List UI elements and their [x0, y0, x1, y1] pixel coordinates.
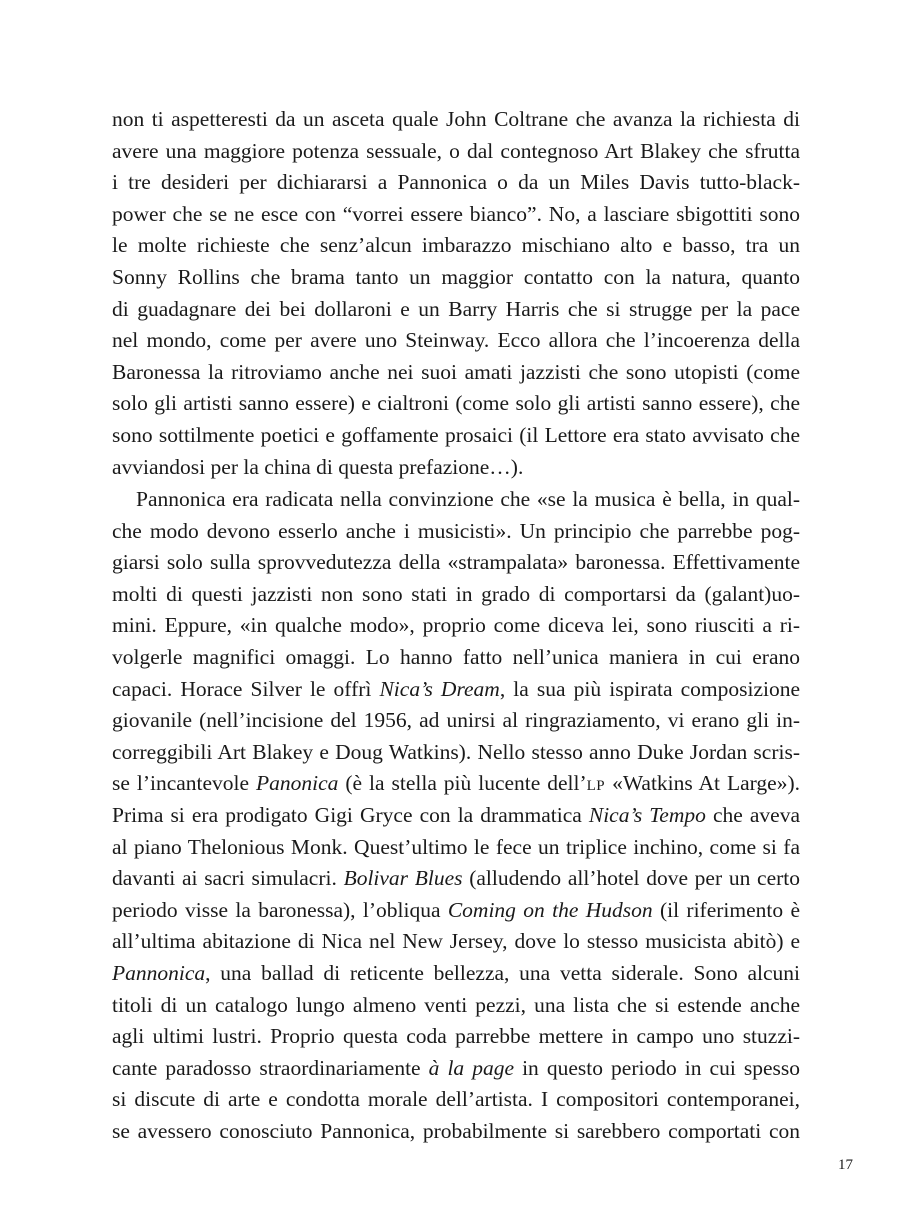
text-segment: se l’incantevole [112, 771, 257, 796]
foreign-phrase: à la page [428, 1055, 515, 1080]
composition-title: Pannonica [112, 960, 206, 985]
text-line: Pannonica era radicata nella convinzione che «se la musica è bella, in qual- [136, 487, 800, 511]
text-line: le molte richieste che senz’alcun imbarazzo mischiano alto e basso, tra un [112, 233, 800, 258]
page-number: 17 [838, 1157, 853, 1173]
text-segment: periodo visse la baronessa), l’obliqua [112, 897, 448, 922]
text-line: all’ultima abitazione di Nica nel New Jersey, dove lo stesso musicista abitò) e [112, 929, 800, 954]
text-line [112, 895, 800, 927]
composition-title: Bolivar Blues [343, 866, 463, 891]
text-segment: (alludendo all’hotel dove per un certo [462, 866, 800, 891]
text-line: avviandosi per la china di questa prefazione…). [112, 454, 524, 479]
text-segment: cante paradosso straordinariamente [112, 1055, 429, 1080]
composition-title: Panonica [256, 771, 339, 796]
text-line: avere una maggiore potenza sessuale, o dal contegnoso Art Blakey che sfrutta [112, 138, 800, 163]
text-segment: (è la stella più lucente dell’ [338, 771, 587, 796]
text-line [112, 800, 800, 832]
composition-title: Coming on the Hudson [447, 897, 653, 922]
text-segment: che aveva [705, 802, 800, 827]
text-line [112, 674, 800, 706]
text-line: Sonny Rollins che brama tanto un maggior contatto con la natura, quanto [112, 264, 800, 289]
text-line [112, 768, 800, 800]
text-line: si discute di arte e condotta morale dell’artista. I compositori contemporanei, [112, 1087, 800, 1112]
text-segment: , una ballad di reticente bellezza, una vetta siderale. Sono alcuni [205, 960, 800, 985]
text-line: sono sottilmente poetici e goffamente prosaici (il Lettore era stato avvisato che [112, 422, 800, 447]
text-line: Baronessa la ritroviamo anche nei suoi amati jazzisti che sono utopisti (come [112, 359, 800, 384]
text-line: solo gli artisti sanno essere) e cialtroni (come solo gli artisti sanno essere), che [112, 391, 800, 416]
text-line: che modo devono esserlo anche i musicisti». Un principio che parrebbe pog- [112, 518, 800, 543]
text-line: non ti aspetteresti da un asceta quale John Coltrane che avanza la richiesta di [112, 107, 800, 131]
text-segment: «Watkins At Large»). [605, 771, 801, 796]
text-line [112, 863, 800, 895]
smallcaps-abbreviation: lp [586, 771, 606, 796]
text-line: titoli di un catalogo lungo almeno venti pezzi, una lista che si estende anche [112, 992, 800, 1017]
text-line [112, 1053, 800, 1085]
composition-title: Nica’s Tempo [588, 802, 706, 827]
text-line: i tre desideri per dichiararsi a Pannonica o da un Miles Davis tutto-black- [112, 170, 800, 195]
text-line: nel mondo, come per avere uno Steinway. Ecco allora che l’incoerenza della [112, 328, 800, 353]
text-segment: (il riferimento è [652, 897, 801, 922]
text-segment: , la sua più ispirata composizione [499, 676, 800, 701]
text-line: al piano Thelonious Monk. Quest’ultimo le fece un triplice inchino, come si fa [112, 834, 800, 859]
text-line: power che se ne esce con “vorrei essere bianco”. No, a lasciare sbigottiti sono [112, 201, 800, 226]
text-line: volgerle magnifici omaggi. Lo hanno fatto nell’unica maniera in cui erano [112, 644, 800, 669]
paragraph-continuation [112, 104, 800, 483]
text-line: correggibili Art Blakey e Doug Watkins). Nello stesso anno Duke Jordan scris- [112, 739, 800, 764]
text-line: se avessero conosciuto Pannonica, probabilmente si sarebbero comportati con [112, 1118, 800, 1143]
text-segment: davanti ai sacri simulacri. [112, 866, 344, 891]
text-line: giarsi solo sulla sprovvedutezza della «strampalata» baronessa. Effettivamente [112, 550, 800, 575]
paragraph-pannonica [112, 484, 800, 1147]
text-line: mini. Eppure, «in qualche modo», proprio come diceva lei, sono riusciti a ri- [112, 613, 800, 638]
text-segment: in questo periodo in cui spesso [514, 1055, 800, 1080]
text-line: giovanile (nell’incisione del 1956, ad unirsi al ringraziamento, vi erano gli in- [112, 708, 800, 733]
text-line: di guadagnare dei bei dollaroni e un Barry Harris che si strugge per la pace [112, 296, 800, 321]
text-line: molti di questi jazzisti non sono stati in grado di comportarsi da (galant)uo- [112, 581, 800, 606]
text-line: agli ultimi lustri. Proprio questa coda parrebbe mettere in campo uno stuzzi- [112, 1024, 800, 1049]
composition-title: Nica’s Dream [379, 676, 500, 701]
text-segment: Prima si era prodigato Gigi Gryce con la drammatica [112, 802, 589, 827]
text-segment: capaci. Horace Silver le offrì [112, 676, 380, 701]
text-line [112, 958, 800, 990]
